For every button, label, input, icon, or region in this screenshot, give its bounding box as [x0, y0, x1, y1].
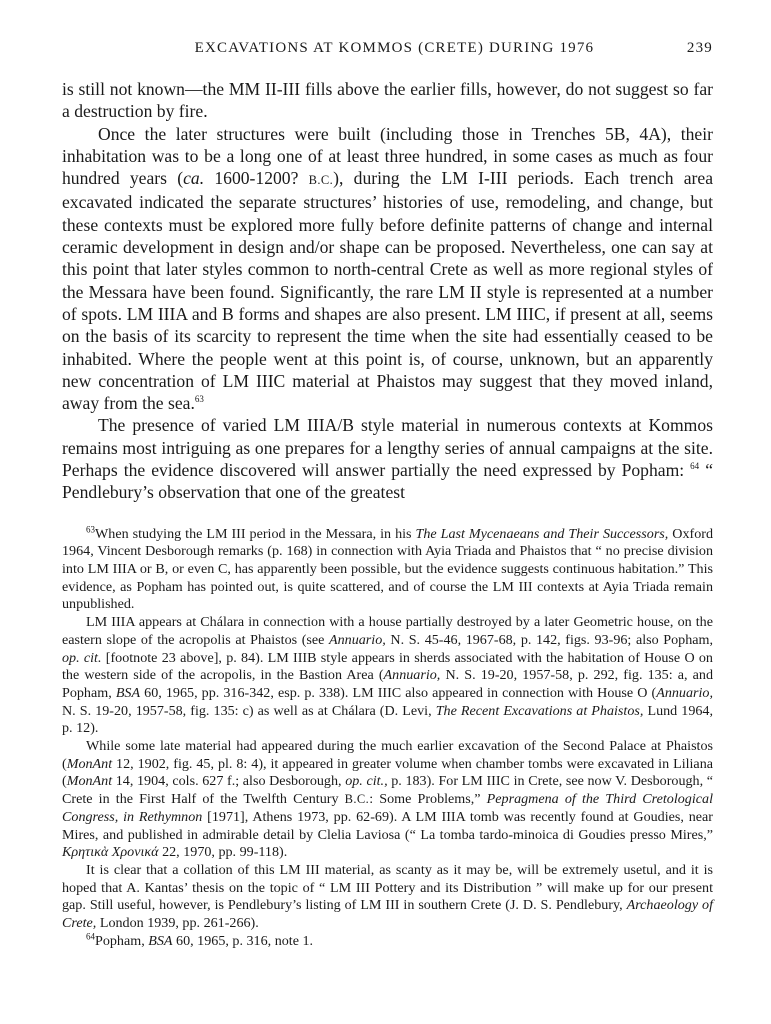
text-span: Lund 1964, p. 12).	[62, 702, 713, 737]
text-span: 14, 1904, cols. 627 f.; also Desborough,	[112, 773, 346, 790]
footnote-64	[62, 933, 713, 951]
running-head-title: EXCAVATIONS AT KOMMOS (CRETE) DURING 1976	[194, 40, 595, 56]
text-span: While some late material had appeared during the much earlier excavation of the Second Palace at Phaistos (	[62, 738, 713, 772]
text-span: 60, 1965, p. 316, note 1.	[172, 932, 314, 949]
text-span: London 1939, pp. 261-266).	[96, 915, 259, 932]
small-caps-bc: B.C.	[308, 173, 334, 188]
text-span: N. S. 19-20, 1957-58, fig. 135: c) as well as at Chálara (D. Levi,	[62, 702, 436, 719]
paragraph-presence	[62, 414, 713, 503]
paragraph-later-structures	[62, 123, 713, 415]
footnote-ref-64[interactable]: 64	[690, 461, 700, 472]
text-span: Oxford 1964, Vincent Desborough remarks (p. 168) in connection with Ayia Triada and Phaistos that “ no precise division into LM IIIA or B, or even C, has apparently been possible, but the evidence suggests continuous habitation.” This evidence, as Popham has pointed out, is quite scattered, and of course the LM III contexts at Ayia Triada remain unpublished.	[62, 525, 713, 613]
text-span: When studying the LM III period in the Messara, in his	[95, 525, 416, 542]
running-head	[62, 40, 713, 66]
text-span: 60, 1965, pp. 316-342, esp. p. 338). LM IIIC also appeared in connection with House O (	[140, 684, 657, 701]
text-span: : Some Problems,”	[369, 791, 487, 808]
text-span: N. S. 45-46, 1967-68, p. 142, figs. 93-96; also Popham,	[385, 631, 713, 648]
text-span: p. 183). For LM IIIC in Crete, see now V. Desborough, “ Crete in the First Half of the Twelfth Century	[62, 773, 714, 808]
italic-title: The Last Mycenaeans and Their Successors,	[415, 525, 669, 542]
text-span: LM IIIA appears at Chálara in connection with a house partially destroyed by a later Geometric house, on the eastern slope of the acropolis at Phaistos (see	[62, 614, 713, 648]
italic-op-cit: op. cit.,	[345, 773, 388, 790]
text-span: Popham,	[95, 932, 149, 949]
italic-bsa: BSA	[115, 684, 141, 701]
footnote-63-para-2	[62, 614, 713, 738]
footnote-63-para-4	[62, 862, 713, 933]
text-span: 1600-1200?	[204, 168, 309, 189]
text-span: ), during the LM I-III periods. Each trench area excavated indicated the separate structures’ histories of use, remodeling, and change, but these contexts must be explored more fully before definite patterns of change and internal ceramic development in design and/or shape can be proposed. Nevertheless, one can say at this point that later styles common to north-central Crete as well as more regional styles of the Messara have been found. Significantly, the rare LM II style is represented at a number of spots. LM IIIA and B forms and shapes are also present. LM IIIC, if present at all, seems on the basis of its scarcity to represent the time when the site had essentially ceased to be inhabited. Where the people went at this point is, of course, unknown, but an apparently new concentration of LM IIIC material at Phaistos may suggest that they moved inland, away from the sea.	[62, 168, 714, 414]
small-caps-bc: B.C.	[344, 792, 370, 807]
text-span: Once the later structures were built (including those in Trenches 5B, 4A), their inhabitation was to be a long one of at least three hundred, in some cases as much as four hundred years (	[62, 123, 713, 189]
italic-bsa: BSA	[148, 932, 173, 949]
footnotes	[62, 523, 714, 951]
footnote-63-para-3	[62, 738, 713, 862]
italic-monant: MonAnt	[66, 773, 113, 790]
italic-ca: ca.	[183, 168, 205, 189]
italic-annuario: Annuario,	[329, 631, 386, 648]
footnote-63-para-1	[62, 523, 713, 615]
main-text	[62, 78, 713, 504]
page-number: 239	[686, 40, 713, 56]
text-span: [1971], Athens 1973, pp. 62-69). A LM IIIA tomb was recently found at Goudies, near Mires, and published in admirable detail by Clelia Laviosa (“ La tomba tardo-minoica di Goudies presso Mires,”	[62, 808, 713, 843]
footnote-number-63: 63	[86, 523, 95, 534]
text-span: 22, 1970, pp. 99-118).	[158, 844, 288, 861]
italic-op-cit: op. cit.	[62, 649, 102, 666]
text-span: It is clear that a collation of this LM III material, as scanty as it may be, will be extremely usetul, and it is hoped that A. Kantas’ thesis on the topic of “ LM III Pottery and its Distribution ” will make up for our present gap. Still useful, however, is Pendlebury’s listing of LM III in southern Crete (J. D. S. Pendlebury,	[62, 862, 713, 914]
text-span: N. S. 19-20, 1957-58, p. 292, fig. 135: a, and Popham,	[62, 667, 713, 701]
paragraph-continuation: is still not known—the MM II-III fills above the earlier fills, however, do not suggest so far a destruction by fire.	[62, 79, 713, 122]
italic-annuario: Annuario,	[656, 684, 713, 701]
italic-monant: MonAnt	[66, 755, 113, 772]
footnote-ref-63[interactable]: 63	[194, 394, 204, 405]
text-span: “ Pendlebury’s observation that one of the greatest	[62, 460, 713, 503]
italic-title: The Recent Excavations at Phaistos,	[435, 702, 644, 719]
text-span: The presence of varied LM IIIA/B style material in numerous contexts at Kommos remains most intriguing as one prepares for a lengthy series of annual campaigns at the site. Perhaps the evidence discovered will answer partially the need expressed by Popham:	[62, 415, 713, 481]
italic-greek-journal: Κρητικὰ Χρονικά	[62, 844, 159, 861]
journal-page	[62, 40, 713, 951]
italic-title: Pepragmena of the Third Cretological Congress, in Rethymnon	[62, 791, 713, 825]
italic-annuario: Annuario,	[383, 667, 441, 684]
text-span: [footnote 23 above], p. 84). LM IIIB style appears in sherds associated with the habitation of House O on the western side of the acropolis, in the Bastion Area (	[62, 649, 713, 684]
text-span: 12, 1902, fig. 45, pl. 8: 4), it appeared in greater volume when chamber tombs were excavated in Liliana (	[62, 755, 713, 790]
footnote-number-64: 64	[86, 931, 95, 942]
italic-title: Archaeology of Crete,	[62, 897, 713, 932]
